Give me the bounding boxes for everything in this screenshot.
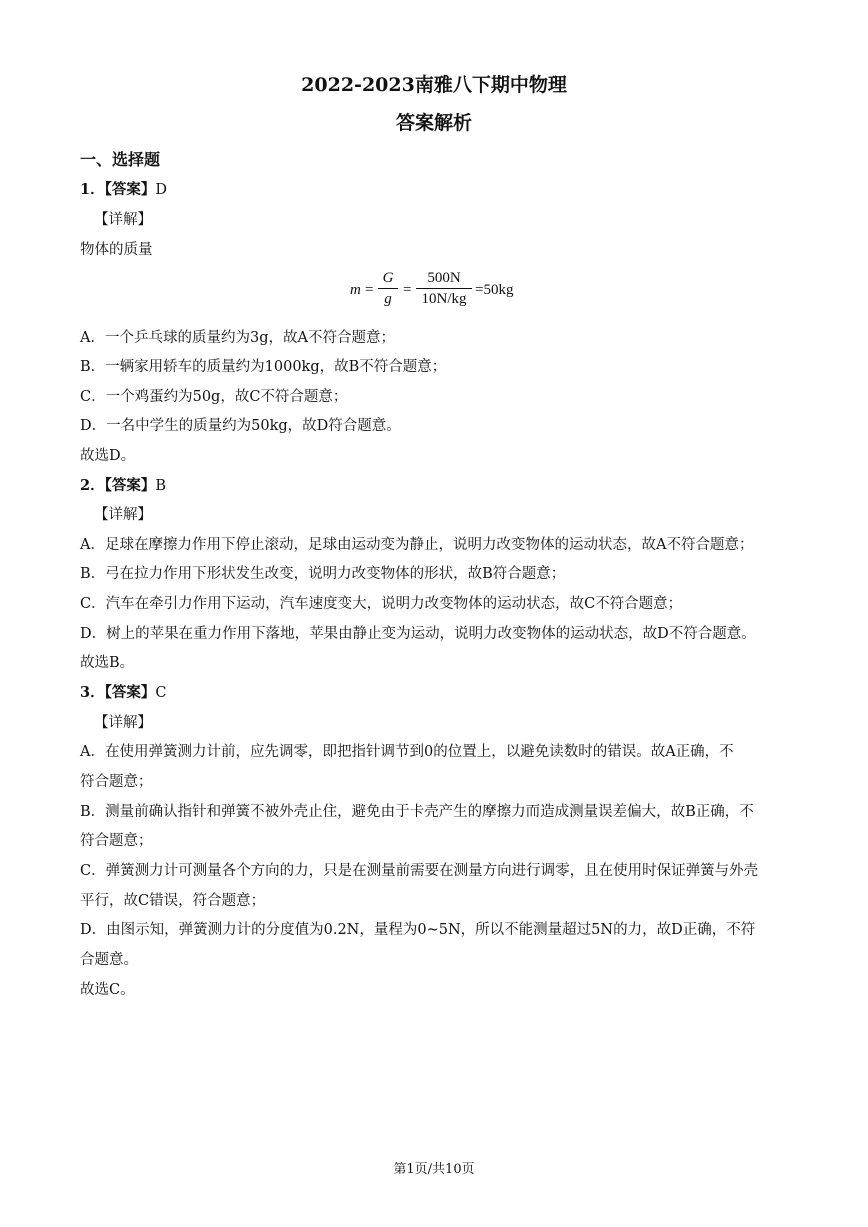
formula-eq-1: = — [365, 282, 374, 298]
q1-answer-line — [80, 180, 167, 200]
fraction-1-numerator: G — [378, 268, 398, 289]
q3-answer-label: 3．【答案】 — [80, 684, 156, 701]
page-footer: 第1页/共10页 — [393, 1162, 475, 1177]
formula-fraction-2 — [416, 268, 472, 309]
q3-line-b1: B．测量前确认指针和弹簧不被外壳止住，避免由于卡壳产生的摩擦力而造成测量误差偏大，故B正确，不 — [80, 804, 754, 820]
q2-answer-value: B — [155, 478, 166, 494]
q1-answer-value: D — [155, 182, 167, 198]
q3-conclusion: 故选C。 — [80, 982, 135, 998]
fraction-2-denominator: 10N/kg — [421, 291, 467, 307]
q2-answer-line — [80, 476, 166, 496]
q1-line-a: A．一个乒乓球的质量约为3g，故A不符合题意； — [80, 330, 395, 346]
formula-eq-2: = — [403, 282, 412, 298]
q3-line-b2: 符合题意； — [80, 833, 153, 849]
formula-lhs: m — [350, 282, 361, 298]
q2-line-b: B．弓在拉力作用下形状发生改变，说明力改变物体的形状，故B符合题意； — [80, 566, 566, 582]
document-subtitle: 答案解析 — [395, 112, 472, 134]
q3-detail-label: 【详解】 — [94, 715, 152, 731]
q1-answer-label: 1．【答案】 — [80, 181, 156, 198]
q1-intro: 物体的质量 — [80, 242, 153, 258]
q1-conclusion: 故选D。 — [80, 448, 136, 464]
q3-answer-line — [80, 683, 166, 703]
q2-line-a: A．足球在摩擦力作用下停止滚动，足球由运动变为静止，说明力改变物体的运动状态，故A不符合题意； — [80, 537, 754, 553]
q1-line-c: C．一个鸡蛋约为50g，故C不符合题意； — [80, 389, 348, 405]
section-heading: 一、选择题 — [80, 150, 161, 169]
q2-detail-label: 【详解】 — [94, 507, 152, 523]
q3-line-a1: A．在使用弹簧测力计前，应先调零，即把指针调节到0的位置上，以避免读数时的错误。故A正确，不 — [80, 744, 734, 760]
q3-answer-value: C — [155, 685, 167, 701]
fraction-1-denominator: g — [384, 291, 392, 307]
q2-answer-label: 2．【答案】 — [80, 477, 156, 494]
q3-line-d2: 合题意。 — [80, 952, 138, 968]
fraction-2-numerator: 500N — [416, 268, 472, 289]
q3-line-d1: D．由图示知，弹簧测力计的分度值为0.2N，量程为0~5N，所以不能测量超过5N的力，故D正确，不符 — [80, 922, 756, 938]
q2-line-c: C．汽车在牵引力作用下运动，汽车速度变大，说明力改变物体的运动状态，故C不符合题意； — [80, 596, 683, 612]
formula-result: =50kg — [475, 282, 514, 298]
q1-line-b: B．一辆家用轿车的质量约为1000kg，故B不符合题意； — [80, 359, 447, 375]
q3-line-c1: C．弹簧测力计可测量各个方向的力，只是在测量前需要在测量方向进行调零，且在使用时保证弹簧与外壳 — [80, 863, 759, 879]
q3-line-c2: 平行，故C错误，符合题意； — [80, 893, 266, 909]
q1-detail-label: 【详解】 — [94, 212, 152, 228]
q2-conclusion: 故选B。 — [80, 655, 135, 671]
document-title: 2022-2023南雅八下期中物理 — [301, 74, 567, 96]
q3-line-a2: 符合题意； — [80, 774, 153, 790]
q2-line-d: D．树上的苹果在重力作用下落地，苹果由静止变为运动，说明力改变物体的运动状态，故D不符合题意。 — [80, 626, 756, 642]
formula-fraction-1 — [378, 268, 398, 309]
q1-line-d: D．一名中学生的质量约为50kg，故D符合题意。 — [80, 418, 401, 434]
